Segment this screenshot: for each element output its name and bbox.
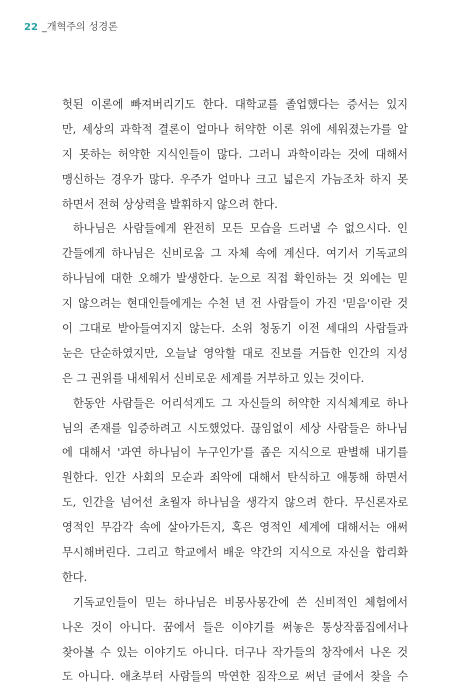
- text-line: 지 못하는 허약한 지식인들이 많다. 그러니 과학이라는 것에 대해서: [62, 147, 408, 161]
- text-line: 은 그 권위를 내세워서 신비로운 세계를 거부하고 있는 것이다.: [62, 371, 365, 385]
- paragraph-4: [62, 591, 408, 690]
- text-line: 님의 존재를 입증하려고 시도했었다. 끊임없이 세상 사람들은 하나님: [62, 421, 408, 435]
- running-title: _개혁주의 성경론: [41, 22, 118, 33]
- text-line: 눈은 단순하였지만, 오늘날 영악할 대로 진보를 거듭한 인간의 지성: [62, 346, 408, 360]
- text-line: 지 않으려는 현대인들에게는 수천 년 전 사람들이 가진 '믿음'이란 것: [62, 297, 408, 311]
- text-line: 도 아니다. 애초부터 사람들의 막연한 짐작으로 써넌 글에서 찾을 수: [62, 670, 408, 684]
- paragraph-3: [62, 392, 408, 591]
- text-line: 하나님은 사람들에게 완전히 모든 모습을 드러낼 수 없으시다. 인: [73, 222, 408, 236]
- text-line: 무시해버린다. 그리고 학교에서 배운 약간의 지식으로 자신을 합리화: [62, 546, 408, 560]
- paragraph-2: [62, 217, 408, 391]
- text-line: 맹신하는 경우가 많다. 우주가 얼마나 크고 넓은지 가늠조차 하지 못: [62, 172, 408, 186]
- body-text: [62, 93, 408, 690]
- text-line: 에 대해서 '과연 하나님이 누구인가'를 좁은 지식으로 판별해 내기를: [62, 446, 408, 460]
- text-line: 헛된 이론에 빠져버리기도 한다. 대학교를 졸업했다는 증서는 있지: [62, 98, 408, 111]
- text-line: 찾아볼 수 있는 이야기도 아니다. 더구나 작가들의 창작에서 나온 것: [62, 645, 408, 659]
- text-line: 이 그대로 받아들여지지 않는다. 소위 청동기 이전 세대의 사람들과: [62, 322, 408, 336]
- text-line: 나온 것이 아니다. 꿈에서 들은 이야기를 써놓은 통상작품집에서나: [62, 620, 408, 634]
- text-line: 도, 인간을 넘어선 초월자 하나님을 생각지 않으려 한다. 무신론자로: [62, 496, 408, 510]
- running-header: [24, 18, 118, 33]
- text-line: 영적인 무감각 속에 살아가든지, 혹은 영적인 세계에 대해서는 애써: [62, 521, 408, 535]
- text-line: 간들에게 하나님은 신비로움 그 자체 속에 계신다. 여기서 기독교의: [62, 247, 408, 261]
- paragraph-1: [62, 93, 408, 217]
- text-line: 한다.: [62, 570, 88, 584]
- text-line: 하나님에 대한 오해가 발생한다. 눈으로 직접 확인하는 것 외에는 믿: [62, 272, 408, 286]
- text-line: 기독교인들이 믿는 하나님은 비몽사몽간에 쓴 신비적인 체험에서: [73, 595, 408, 609]
- text-line: 한동안 사람들은 어리석게도 그 자신들의 허약한 지식체계로 하나: [73, 396, 408, 410]
- text-line: 만, 세상의 과학적 결론이 얼마나 허약한 이론 위에 세워졌는가를 알: [62, 122, 408, 136]
- text-line: 원한다. 인간 사회의 모순과 죄악에 대해서 탄식하고 애통해 하면서: [62, 471, 408, 485]
- page-number: 22: [24, 22, 38, 33]
- text-line: 하면서 전혀 상상력을 발휘하지 않으려 한다.: [62, 197, 278, 211]
